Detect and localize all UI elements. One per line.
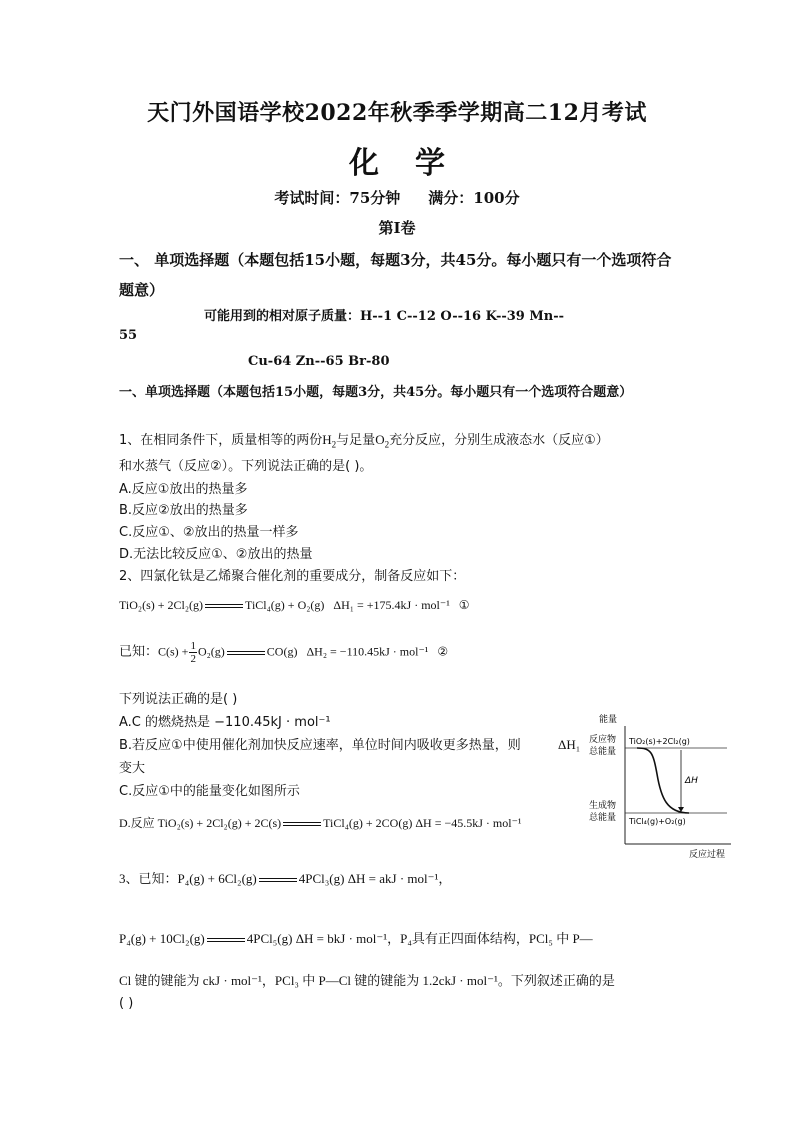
q2-option-b-cont: 变大	[119, 761, 146, 776]
q2-stem: 2、四氯化钛是乙烯聚合催化剂的重要成分，制备反应如下：	[119, 569, 466, 584]
known-label: 已知：	[119, 644, 159, 660]
dh-label: ΔH	[685, 776, 698, 786]
y-axis-label: 能量	[599, 715, 618, 725]
reactant-formula: TiO₂(s)+2Cl₂(g)	[629, 737, 690, 746]
volume-label: 第I卷	[378, 219, 416, 237]
q1-line2: 和水蒸气（反应②）。下列说法正确的是( )。	[119, 459, 373, 474]
q3-line1	[119, 868, 451, 887]
energy-diagram	[585, 712, 735, 860]
eq1-enthalpy: ΔH₁ = +175.4kJ · mol⁻¹	[333, 598, 450, 612]
o2-subscript: 2	[384, 439, 390, 450]
q2-option-d-products: TiCl₄(g) + 2CO(g) ΔH = −45.5kJ · mol⁻¹	[323, 816, 522, 830]
q3-line4: ( )	[119, 996, 134, 1011]
exam-info	[0, 187, 794, 208]
exam-time: 考试时间：75分钟	[274, 189, 401, 207]
q3-eq2-reactants: P₄(g) + 10Cl₂(g)	[119, 931, 205, 946]
section1-heading: 一、 单项选择题（本题包括15小题，每题3分，共45分。每小题只有一个选项符合题意）	[119, 251, 672, 299]
atomic-masses-line3: Cu-64 Zn--65 Br-80	[248, 354, 390, 369]
fraction-denominator: 2	[190, 653, 196, 665]
product-formula: TiCl₄(g)+O₂(g)	[629, 817, 686, 826]
h2-subscript: 2	[331, 439, 337, 450]
subject-char-1: 化	[349, 146, 379, 181]
atomic-masses-line1: 可能用到的相对原子质量：H--1 C--12 O--16 K--39 Mn--	[204, 309, 565, 324]
o2-symbol: O	[375, 432, 385, 447]
q3-eq2-products: 4PCl₅(g) ΔH = bkJ · mol⁻¹，P₄具有正四面体结构，PCl₅ 中 P—	[246, 931, 593, 946]
q3-eq1-reactants: 3、已知：P₄(g) + 6Cl₂(g)	[119, 871, 257, 886]
product-label-2: 总能量	[589, 813, 617, 823]
full-score: 满分：100分	[428, 189, 520, 207]
q1-text-c: 充分反应，分别生成液态水（反应①）	[389, 433, 609, 448]
eq1-tag: ①	[458, 598, 470, 612]
equilibrium-arrow	[207, 938, 245, 942]
q1-line1	[119, 429, 609, 450]
q2-option-c: C.反应①中的能量变化如图所示	[119, 784, 300, 799]
h2-symbol: H	[322, 432, 332, 447]
q2-equation-1	[119, 598, 470, 613]
q2-option-a: A.C 的燃烧热是 −110.45kJ · mol⁻¹	[119, 715, 331, 730]
eq2-oxygen: O₂(g)	[197, 644, 225, 659]
atomic-masses-line2: 55	[119, 328, 138, 343]
o2-formula	[375, 432, 390, 450]
equilibrium-arrow	[259, 878, 297, 882]
q1-option-d: D.无法比较反应①、②放出的热量	[119, 547, 313, 562]
q2-ask: 下列说法正确的是( )	[119, 692, 238, 707]
q2-option-b: B.若反应①中使用催化剂加快反应速率，单位时间内吸收更多热量，则	[119, 738, 521, 753]
equilibrium-arrow	[283, 822, 321, 826]
q1-option-b: B.反应②放出的热量多	[119, 503, 248, 518]
q1-text-b: 与足量	[336, 433, 376, 448]
q2-equation-2	[119, 640, 448, 665]
one-half-fraction	[189, 640, 197, 665]
product-label-1: 生成物	[589, 801, 617, 811]
reactant-label-2: 总能量	[589, 747, 617, 757]
q1-text-a: 1、在相同条件下，质量相等的两份	[119, 433, 323, 448]
exam-title: 天门外国语学校2022年秋季季学期高二12月考试	[147, 100, 647, 126]
subject-title	[0, 138, 794, 182]
eq1-reactants: TiO₂(s) + 2Cl₂(g)	[119, 598, 204, 612]
q3-line2	[119, 928, 593, 947]
q2-option-b-dh: ΔH₁	[558, 737, 581, 752]
eq2-products: CO(g)	[266, 644, 298, 659]
equilibrium-arrow	[205, 604, 243, 608]
subject-char-2: 学	[415, 146, 445, 181]
eq2-enthalpy: ΔH₂ = −110.45kJ · mol⁻¹	[306, 644, 429, 659]
q3-line3: Cl 键的键能为 ckJ · mol⁻¹，PCl₃ 中 P—Cl 键的键能为 1.2ckJ · mol⁻¹。下列叙述正确的是	[119, 973, 615, 988]
q1-option-a: A.反应①放出的热量多	[119, 482, 248, 497]
eq2-carbon: C(s) +	[158, 644, 189, 659]
eq1-products: TiCl₄(g) + O₂(g)	[245, 598, 325, 612]
q1-option-c: C.反应①、②放出的热量一样多	[119, 525, 299, 540]
reactant-label-1: 反应物	[589, 735, 617, 745]
x-axis-label: 反应过程	[689, 850, 726, 860]
h2-formula	[322, 432, 337, 450]
q2-option-d	[119, 814, 522, 831]
section2-heading: 一、单项选择题（本题包括15小题，每题3分，共45分。每小题只有一个选项符合题意）	[119, 385, 633, 400]
equilibrium-arrow	[227, 651, 265, 655]
q3-eq1-products: 4PCl₃(g) ΔH = akJ · mol⁻¹，	[298, 871, 452, 886]
fraction-numerator: 1	[190, 640, 196, 652]
q2-option-d-reactants: D.反应 TiO₂(s) + 2Cl₂(g) + 2C(s)	[119, 816, 282, 830]
eq2-tag: ②	[437, 644, 449, 659]
